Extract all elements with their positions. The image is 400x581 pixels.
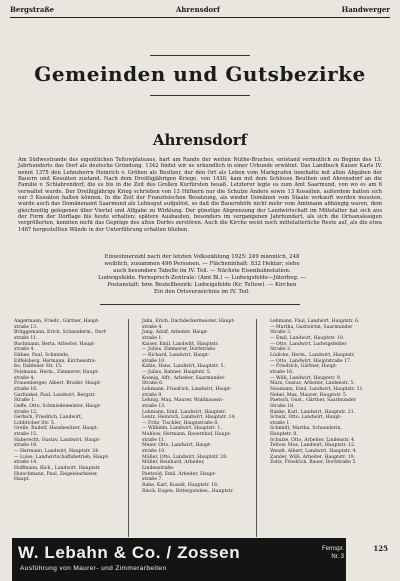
stats-line: Ein den Ortsverzeichnis im IV. Teil. xyxy=(154,288,250,295)
directory-column-1 xyxy=(14,319,119,483)
directory-entry: Zander, Willi, Arbeiter, Hauptstr. 19. xyxy=(270,454,356,460)
directory-entry: — Wilhelm, Landwirt, Hauptstr. 1. xyxy=(142,426,222,432)
directory-entry: Rabe, Karl, Kossät, Hauptstr. 16. xyxy=(142,483,219,489)
directory-entry: Meier, Otto, Landwirt, Haupt- xyxy=(142,443,212,449)
directory-entry: — Otto, Landwirt, Ludwigsfelder xyxy=(270,341,347,347)
directory-entry: straße 16. xyxy=(14,386,38,392)
directory-entry: Nebel, Max, Maurer, Hauptstr. 5. xyxy=(270,392,348,398)
directory-entry: Hauptstr. 8. xyxy=(270,432,298,438)
directory-entry: — Julius, Zimmerer, Dorfstraße. xyxy=(142,347,217,353)
directory-entry: Lehmann, Friedrich, Landwirt, Haupt- xyxy=(142,386,232,392)
directory-entry: Müller, Reinhard, Arbeiter, xyxy=(142,460,205,466)
column-divider xyxy=(128,319,129,537)
stats-line: Einwohnerzahl nach der letzten Volkszählung 1925: 249 männlich, 248 xyxy=(104,254,300,260)
directory-entry: Brüggemann, Erich, Schneiderm., Dorf- xyxy=(14,330,107,336)
directory-entry: straße 1. xyxy=(270,420,291,426)
directory-entry: straße 10. xyxy=(142,449,166,455)
stats-block xyxy=(72,254,332,295)
directory-entry: straße 11. xyxy=(142,437,166,443)
directory-entry: — Hermann, Landwirt, Hauptstr. 24. xyxy=(14,449,100,455)
directory-entry: Straße 18. xyxy=(270,403,295,409)
directory-entry: — Willi, Landwirt, Hauptstr. 9. xyxy=(270,375,342,381)
directory-entry: straße 4. xyxy=(14,347,35,353)
directory-entry: Mahlow, Hermann, Bauernhof, Haupt- xyxy=(142,432,231,438)
directory-entry: Paetzold, Emil, Arbeiter, Haupt- xyxy=(142,471,217,477)
directory-entry: — Friedrich, Gärtner, Haupt- xyxy=(270,364,338,370)
directory-entry: Schulze, Otto, Arbeiter, Lindenstr. 4. xyxy=(270,437,356,443)
directory-entry: Frauenberger, Albert, Bruder, Haupt- xyxy=(14,381,102,387)
directory-entry: Lehmann, Paul, Landwirt, Hauptstr. 6. xyxy=(270,319,360,324)
ad-phone-number: Nr. 3 xyxy=(331,554,344,560)
directory-entry: straße 4. xyxy=(14,375,35,381)
directory-entry: Geffe, Otto, Schmiedemeister, Haupt- xyxy=(14,403,102,409)
directory-entry: — Luise, Landwirtschaftsbetrieb, Haupt- xyxy=(14,454,109,460)
directory-entry: straße 7. xyxy=(142,477,163,483)
directory-entry: Koenig, Alfr., Arbeiter, Saarmunder xyxy=(142,375,225,381)
directory-entry: Lobbricher Str. 5. xyxy=(14,420,56,426)
directory-entry: Hoffmann, Rich., Landwirt, Hauptstr. xyxy=(14,466,101,472)
directory-entry: Felzmann, Herm., Zimmerer, Haupt- xyxy=(14,369,99,375)
directory-entry: straße 4. xyxy=(142,324,163,330)
header-center: Ahrensdorf xyxy=(175,5,220,14)
title-rule-bottom xyxy=(150,95,250,96)
town-title: Ahrensdorf xyxy=(152,131,248,149)
directory-entry: straße 14. xyxy=(14,460,38,466)
directory-entry: straße 18. xyxy=(14,443,38,449)
directory-entry: straße 16. xyxy=(270,369,294,375)
directory-entry: Angermann, Friedr., Gärtner, Haupt- xyxy=(14,319,100,324)
directory-entry: Teltow, Max, Landwirt, Hauptstr. 12. xyxy=(270,443,356,449)
ad-phone xyxy=(280,545,344,561)
directory-entry: Ranke, Karl, Landwirt, Hauptstr. 21. xyxy=(270,409,356,415)
directory-entry: — Martha, Gastwirtin, Saarmunder xyxy=(270,324,353,330)
directory-entry: Kahle, Hans, Landwirt, Hauptstr. 5. xyxy=(142,364,225,370)
header-left: Bergstraße xyxy=(10,5,55,14)
header-rule xyxy=(10,17,390,18)
directory-entry: — Otto, Landwirt, Hauptstraße 17. xyxy=(270,358,352,364)
directory-entry: Straße 1. xyxy=(14,398,36,404)
stats-line: Ludwigsfelde. Fernsprech-Zentrale: (Amt Bl.) — Ludwigsfelde—Jüterbog. — xyxy=(98,274,306,281)
directory-entry: Lehnig, Max, Maurer, Waldbauern- xyxy=(142,398,224,404)
directory-entry: straße 1. xyxy=(142,335,163,341)
title-rule-top xyxy=(150,55,250,56)
directory-entry: straße 13. xyxy=(142,403,166,409)
directory-entry: straße 12. xyxy=(14,409,38,415)
directory-entry: Dähne, Paul, Schmiede, xyxy=(14,352,70,358)
directory-entry: Paetsch, Gust., Gärtner, Saarmunder xyxy=(270,398,356,404)
directory-entry: Lindenstraße. xyxy=(142,466,175,472)
directory-entry: Straße 2. xyxy=(270,347,292,353)
header-right: Handwerger xyxy=(341,5,390,14)
directory-entry: Hutschmann, Paul, Ziegeleiarbeiter, xyxy=(14,471,99,477)
directory-entry: Wendt, Albert, Landwirt, Hauptstr. 4. xyxy=(270,449,357,455)
directory-entry: — Fritz, Tischler, Hauptstraße 8. xyxy=(142,420,219,426)
column-divider xyxy=(256,319,257,537)
directory-column-2 xyxy=(142,319,247,494)
directory-entry: straße 15. xyxy=(14,432,38,438)
directory-column-3 xyxy=(270,319,375,466)
directory-entry: Lehmann, Emil, Landwirt, Hauptstr. xyxy=(142,409,227,415)
directory-entry: straße 10. xyxy=(142,358,166,364)
directory-entry: Marx, Gustav, Arbeiter, Lindenstr. 5. xyxy=(270,381,355,387)
directory-entry: Eiffelsberg, Hermann, Kirchenstra- xyxy=(14,358,97,364)
directory-entry: Haupt. xyxy=(14,477,30,483)
directory-entry: Lüdicke, Herm., Landwirt, Hauptstr. xyxy=(270,352,355,358)
directory-entry: Lentz, Heinrich, Landwirt, Hauptstr. 14. xyxy=(142,415,236,421)
directory-entry: ße, Dahlener Str. 15. xyxy=(14,364,63,370)
stats-line: auch besondere Tabelle im IV. Teil. — Nächste Eisenbahnstation: xyxy=(113,267,291,274)
directory-entry: straße 9. xyxy=(142,392,163,398)
directory-entry: Straße 3. xyxy=(270,330,292,336)
directory-entry: — Richard, Landwirt, Haupt- xyxy=(142,352,210,358)
stats-line: Postanstalt: bzw. Bestellbezirk: Ludwigsfelde (Kr. Teltow). — Kirchen xyxy=(107,281,297,288)
directory-entry: Rieck, Eugen, Rittergutsbes., Hauptstr. xyxy=(142,488,234,494)
directory-entry: Kaiser, Emil, Landwirt, Hauptstr. xyxy=(142,341,219,347)
running-header xyxy=(10,5,390,15)
directory-entry: Naumann, Emil, Landwirt, Hauptstr. 11. xyxy=(270,386,364,392)
intro-paragraph: Am Südwestrande des eigentlichen Teltowplateaus, hart am Rande der weiten Nuthe-Bruches, entstand vermutlich zu Beginn des 13. Jahrhunderts das Dorf als deutsche Gründung. 1342 findet wir es urkundlich in einer Urkunde erwähnt. Das Landbuch Kaiser Karls IV. nennt 1375 den Lehnsherrn Heinrich v. Gröben als Besitzer, der den Ort als Lehen vom Markgrafen innehatte mit allen Abgaben der Bauern und Kossäten zustand. Nach dem Dreißigjährigen Kriege, von 1430, kam mit dem Schlosse Beuthen und Ahrensdorf an die Familie v. Schlabrendorf, die es bis in die Zeit des Großen Kurfürsten besaß. Letzterer legte es zum Amt Saarmund, von wo es am 6 verwaltet wurde. Der Dreißigjährige Krieg schrieben von 13 Hüfnern nur die Schulze Anders sowie 13 Kossäten, außerdem hatten sich nur 3 Kossäten halten können. In die Zeit der Französischen Besatzung, als wieder Domänen vom Staate verkauft werden mussten, wurde auch das Domänenamt Saarmund als Lehnsgut aufgelöst, so daß die Bauernhöfe nicht mehr vom Amtmann abhängig waren, dem gleichzeitig gelegenen über Viertel und Alfgabe zu Wirklung. Der günstige Abgrenzung der Landwirtschaft im Mittelalter hat sich aus der Form der Dorflage bis heute erhalten; spätere Ausbauten, besonders im vergangenen Jahrhundert, als sich die Ortsansässigen vergrößerten, konnten nicht das Gepräge des alten Dorfes zerstören. Auch die Kirche weist noch mittelalterliche Reste auf, als die etwa 1467 hergestellten Wände in der Unterführung erhalten blieben. xyxy=(18,157,382,233)
directory-entry: Garfunkel, Paul, Landwirt, Bergstr. xyxy=(14,392,96,398)
directory-entry: Jahn, Erich, Dachdeckermeister, Haupt- xyxy=(142,319,235,324)
directory-entry: Schulz, Otto, Landwirt, Haupt- xyxy=(270,415,342,421)
directory-entry: straße 13. xyxy=(14,324,38,330)
directory-entry: Grelle, Rudolf, Hausbesitzer, Haupt- xyxy=(14,426,99,432)
ad-company-name: W. Lebahn & Co. / Zossen xyxy=(18,543,241,562)
directory-entry: Straße 6. xyxy=(142,381,164,387)
directory-entry: Müller, Otto, Landwirt, Hauptstr. 20. xyxy=(142,454,228,460)
stats-line: weiblich, zusammen 496 Personen. — Flächeninhalt: 832 Hektar; siehe xyxy=(104,260,300,267)
directory-entry: Gerlach, Friedrich, Landwirt, xyxy=(14,415,83,421)
page-number: 125 xyxy=(373,544,388,553)
directory-entry: Jung, Adolf, Arbeiter, Haupt- xyxy=(142,330,209,336)
directory-entry: Buchmann, Berta, Arbeiter, Haupt- xyxy=(14,341,96,347)
ad-tagline: Ausführung von Maurer- und Zimmerarbeiten xyxy=(20,565,167,572)
directory-entry: Haberecht, Gustav, Landwirt, Haupt- xyxy=(14,437,101,443)
ad-phone-label: Fernspr. xyxy=(321,546,344,552)
advertisement-banner xyxy=(12,538,346,581)
directory-entry: — Julius, Bahner, Hauptstr. 5. xyxy=(142,369,212,375)
directory-entry: Schmidt, Martha, Schneiderin, xyxy=(270,426,342,432)
directory-entry: Zeitz, Friedrich, Bauer, Dorfstraße 5. xyxy=(270,460,357,466)
stats-rule xyxy=(100,304,300,305)
directory-entry: straße 11. xyxy=(14,335,38,341)
directory-entry: — Emil, Landwirt, Hauptstr. 10. xyxy=(270,335,345,341)
section-title: Gemeinden und Gutsbezirke xyxy=(34,62,366,86)
